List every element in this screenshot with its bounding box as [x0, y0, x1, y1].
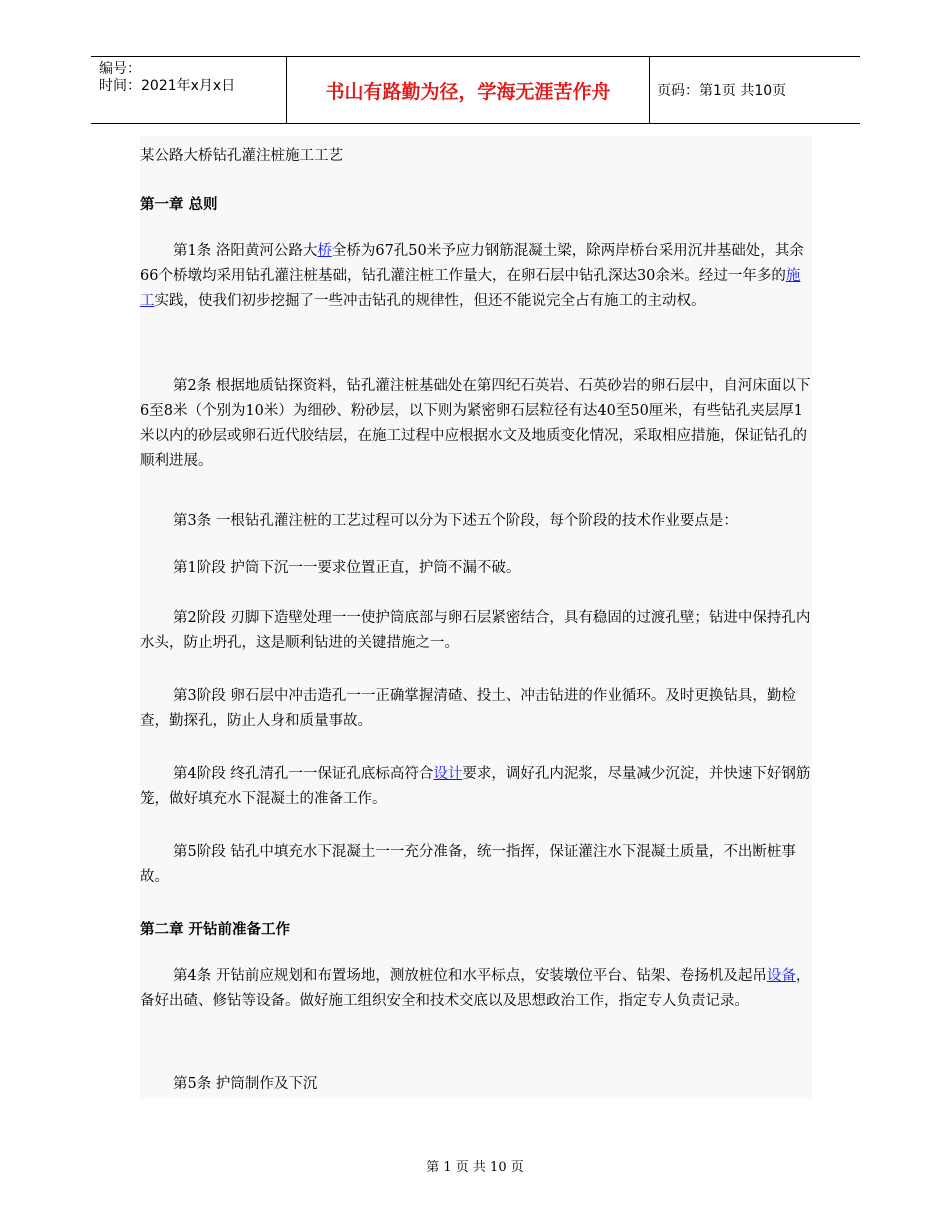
stage-1: 第1阶段 护筒下沉一一要求位置正直，护筒不漏不破。	[173, 560, 521, 576]
article-1	[140, 239, 812, 314]
header-motto: 书山有路勤为径，学海无涯苦作舟	[325, 80, 611, 103]
article-5: 第5条 护筒制作及下沉	[173, 1076, 318, 1092]
equipment-link[interactable]: 设备	[766, 968, 796, 984]
serial-label: 编号：	[99, 61, 141, 77]
article-4-text-a: 第4条 开钻前应规划和布置场地，测放桩位和水平标点，安装墩位平台、钻架、卷扬机及起吊	[173, 968, 767, 984]
stage-2: 第2阶段 刃脚下造壁处理一一使护筒底部与卵石层紧密结合，具有稳固的过渡孔壁；钻进中保持孔内水头，防止坍孔，这是顺利钻进的关键措施之一。	[140, 610, 811, 651]
construction-link[interactable]: 施工	[140, 268, 801, 309]
design-link[interactable]: 设计	[433, 766, 463, 782]
article-4	[140, 964, 812, 1014]
header-meta	[99, 61, 235, 95]
stage-4-text-b: 要求，调好孔内泥浆，尽量减少沉淀，并快速下好钢筋笼，做好填充水下混凝土的准备工作。	[140, 766, 811, 807]
article-4-text-b: ，备好出碴、修钻等设备。做好施工组织安全和技术交底以及思想政治工作，指定专人负责记录。	[140, 968, 811, 1009]
document-title: 某公路大桥钻孔灌注桩施工工艺	[140, 148, 343, 164]
time-label: 时间：2021年x月x日	[99, 78, 236, 94]
stage-4	[140, 762, 812, 812]
stage-3: 第3阶段 卵石层中冲击造孔一一正确掌握清碴、投土、冲击钻进的作业循环。及时更换钻具，勤检查，勤探孔，防止人身和质量事故。	[140, 688, 796, 729]
document-body	[140, 136, 812, 1098]
article-1-text-c: 实践，使我们初步挖掘了一些冲击钻孔的规律性，但还不能说完全占有施工的主动权。	[154, 293, 706, 309]
chapter-heading-2: 第二章 开钻前准备工作	[140, 922, 291, 938]
page-footer: 第 1 页 共 10 页	[426, 1160, 524, 1175]
stage-5: 第5阶段 钻孔中填充水下混凝土一一充分准备，统一指挥，保证灌注水下混凝土质量，不出断桩事故。	[140, 844, 796, 885]
header-page-info: 页码：第1页 共10页	[657, 83, 787, 99]
chapter-heading-1: 第一章 总则	[140, 197, 218, 213]
header-divider-right	[649, 57, 650, 123]
stage-4-text-a: 第4阶段 终孔清孔一一保证孔底标高符合	[173, 766, 434, 782]
page-header	[91, 56, 860, 124]
article-1-text-a: 第1条 洛阳黄河公路大	[173, 243, 318, 259]
article-1-text-b: 全桥为67孔50米予应力钢筋混凝土梁，除两岸桥台采用沉井基础处，其余66个桥墩均采用钻孔灌注桩基础，钻孔灌注桩工作量大，在卵石层中钻孔深达30余米。经过一年多的	[140, 243, 804, 284]
article-2: 第2条 根据地质钻探资料，钻孔灌注桩基础处在第四纪石英岩、石英砂岩的卵石层中，自河床面以下6至8米（个别为10米）为细砂、粉砂层，以下则为紧密卵石层粒径有达40至50厘米，有些钻孔夹层厚1米以内的砂层或卵石近代胶结层，在施工过程中应根据水文及地质变化情况，采取相应措施，保证钻孔的顺利进展。	[140, 378, 811, 469]
article-3: 第3条 一根钻孔灌注桩的工艺过程可以分为下述五个阶段，每个阶段的技术作业要点是：	[173, 513, 738, 529]
bridge-link[interactable]: 桥	[317, 243, 332, 259]
